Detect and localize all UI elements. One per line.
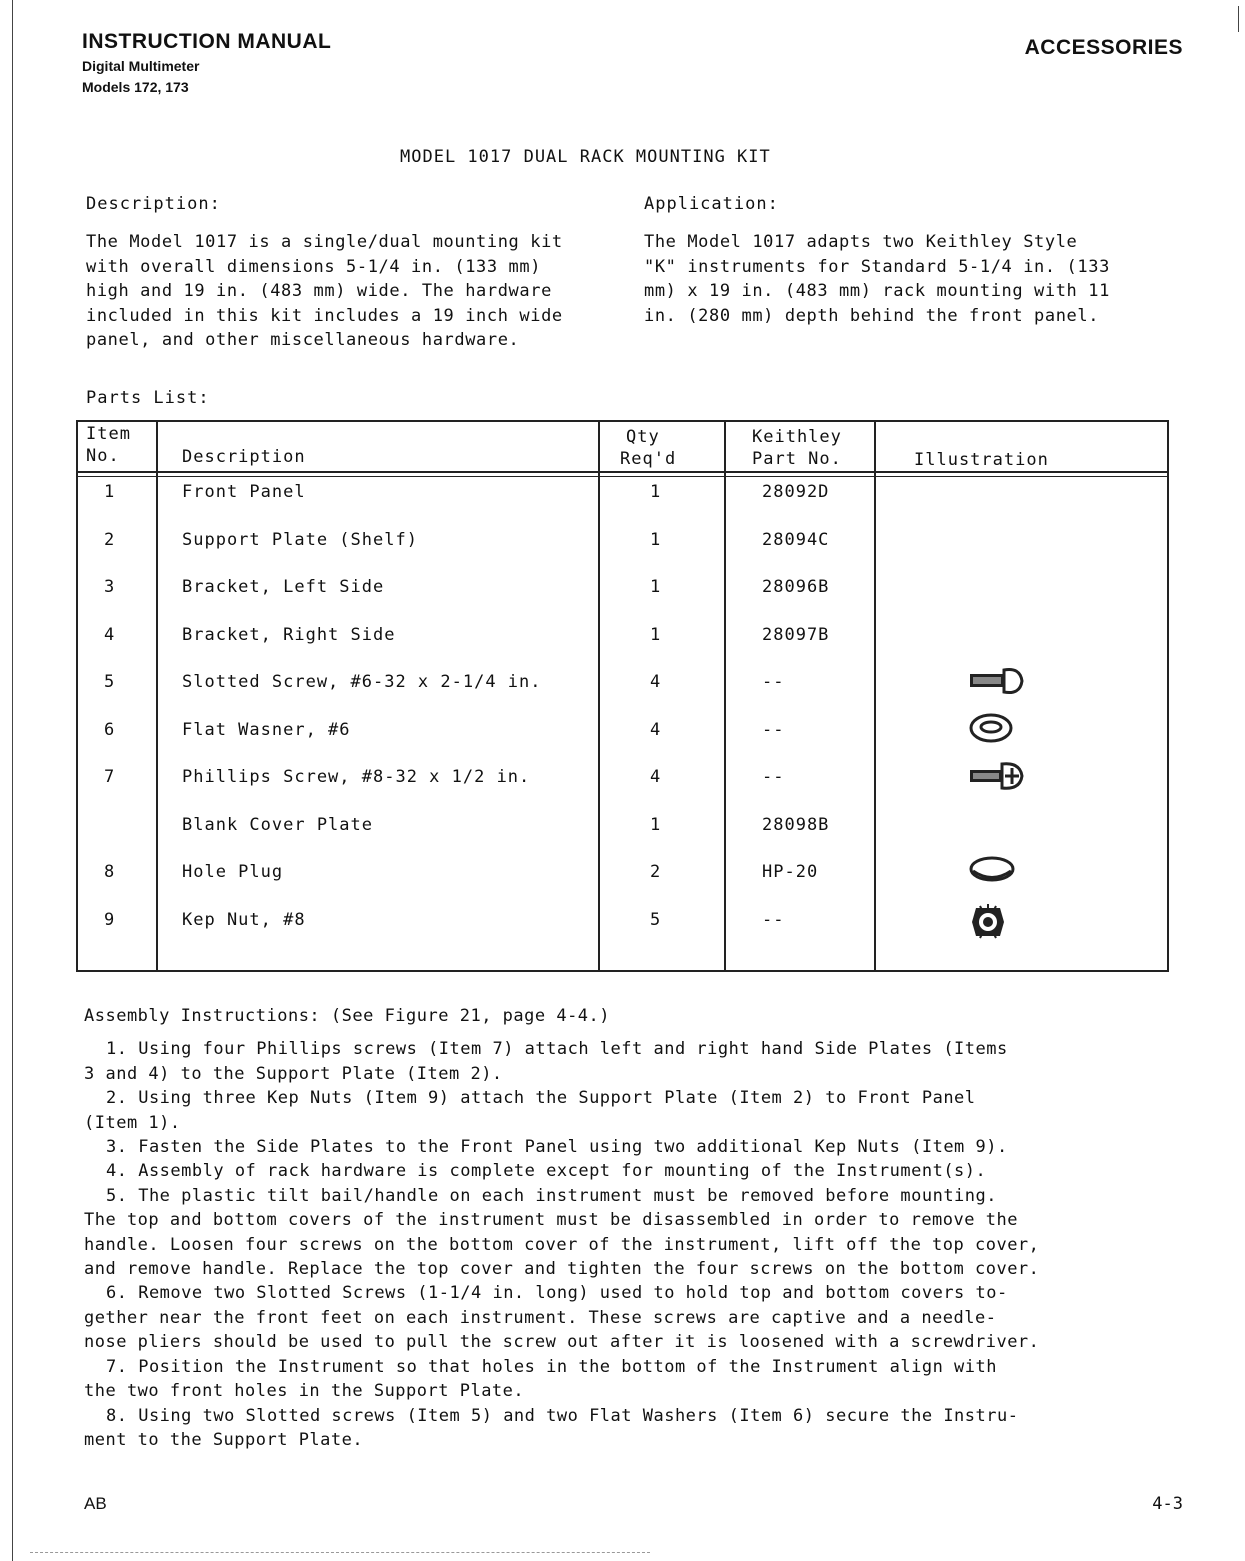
header-qty-line1: Qty <box>626 427 660 447</box>
part-number: -- <box>762 719 785 740</box>
header-part-line2: Part No. <box>752 449 842 469</box>
description-line: panel, and other miscellaneous hardware. <box>86 330 520 350</box>
assembly-line: gether near the front feet on each instrument. These screws are captive and a needle- <box>84 1307 997 1328</box>
slotted-screw-icon <box>968 664 1028 702</box>
header-divider <box>78 476 1167 477</box>
part-description: Blank Cover Plate <box>182 814 373 835</box>
part-qty: 5 <box>650 909 662 930</box>
assembly-line: handle. Loosen four screws on the bottom cover of the instrument, lift off the top cover, <box>84 1234 1040 1255</box>
part-item-no: 4 <box>104 624 116 645</box>
header-divider <box>78 471 1167 473</box>
part-number: 28098B <box>762 814 830 835</box>
flat-washer-icon <box>968 712 1014 748</box>
part-item-no: 2 <box>104 529 116 550</box>
part-number: 28096B <box>762 577 830 597</box>
part-description: Flat Wasner, #6 <box>182 719 351 740</box>
part-description: Support Plate (Shelf) <box>182 529 418 550</box>
kep-nut-icon <box>968 902 1008 946</box>
header-item-line1: Item <box>86 424 131 444</box>
part-qty: 1 <box>650 814 662 835</box>
column-divider <box>598 422 600 970</box>
part-number: 28094C <box>762 529 830 550</box>
assembly-line: nose pliers should be used to pull the screw out after it is loosened with a screwdriver. <box>84 1332 1040 1353</box>
manual-title: INSTRUCTION MANUAL <box>82 30 332 53</box>
part-number: -- <box>762 672 785 692</box>
manual-subtitle: Digital Multimeter <box>82 58 200 74</box>
part-item-no: 5 <box>104 672 116 692</box>
part-description: Phillips Screw, #8-32 x 1/2 in. <box>182 767 531 787</box>
parts-list-heading: Parts List: <box>86 388 210 408</box>
page-number: 4-3 <box>1152 1494 1183 1514</box>
assembly-line: 3 and 4) to the Support Plate (Item 2). <box>84 1063 503 1084</box>
part-item-no: 9 <box>104 909 116 930</box>
header-illustration: Illustration <box>914 450 1049 470</box>
part-item-no: 3 <box>104 577 116 597</box>
part-description: Slotted Screw, #6-32 x 2-1/4 in. <box>182 672 542 692</box>
part-description: Hole Plug <box>182 862 284 882</box>
part-qty: 4 <box>650 672 662 692</box>
manual-models: Models 172, 173 <box>82 79 189 95</box>
assembly-line: ment to the Support Plate. <box>84 1429 364 1450</box>
kit-title: MODEL 1017 DUAL RACK MOUNTING KIT <box>400 147 771 167</box>
assembly-instructions <box>84 1004 1174 1452</box>
parts-table <box>76 420 1169 972</box>
application-line: "K" instruments for Standard 5-1/4 in. (133 <box>644 256 1110 277</box>
part-qty: 1 <box>650 529 662 550</box>
part-item-no: 1 <box>104 482 116 502</box>
application-line: in. (280 mm) depth behind the front panel. <box>644 305 1100 326</box>
phillips-screw-icon <box>968 759 1028 797</box>
assembly-line: (Item 1). <box>84 1112 181 1133</box>
application-line: The Model 1017 adapts two Keithley Style <box>644 232 1078 252</box>
header-description: Description <box>182 447 306 467</box>
column-divider <box>724 422 726 970</box>
part-number: -- <box>762 909 785 930</box>
header-qty-line2: Req'd <box>620 449 677 469</box>
header-item-line2: No. <box>86 446 120 466</box>
assembly-line: 2. Using three Kep Nuts (Item 9) attach the Support Plate (Item 2) to Front Panel <box>106 1088 976 1109</box>
application-line: mm) x 19 in. (483 mm) rack mounting with 11 <box>644 281 1110 301</box>
part-description: Bracket, Left Side <box>182 577 385 597</box>
assembly-heading: Assembly Instructions: (See Figure 21, page 4-4.) <box>84 1006 611 1026</box>
hole-plug-icon <box>968 854 1016 888</box>
assembly-line: 1. Using four Phillips screws (Item 7) attach left and right hand Side Plates (Items <box>106 1039 1008 1060</box>
part-qty: 4 <box>650 767 662 787</box>
part-item-no: 8 <box>104 862 116 882</box>
part-qty: 1 <box>650 577 662 597</box>
assembly-line: the two front holes in the Support Plate. <box>84 1381 525 1402</box>
application-heading: Application: <box>644 194 779 214</box>
column-divider <box>874 422 876 970</box>
part-qty: 2 <box>650 862 662 882</box>
part-description: Bracket, Right Side <box>182 624 396 645</box>
part-item-no: 6 <box>104 719 116 740</box>
page-edge-mark <box>1238 6 1239 32</box>
assembly-line: 6. Remove two Slotted Screws (1-1/4 in. long) used to hold top and bottom covers to- <box>106 1283 1008 1304</box>
section-title: ACCESSORIES <box>1024 36 1183 59</box>
part-qty: 4 <box>650 719 662 740</box>
page-edge <box>12 0 13 1561</box>
part-number: HP-20 <box>762 862 819 882</box>
assembly-line: 8. Using two Slotted screws (Item 5) and two Flat Washers (Item 6) secure the Instru- <box>106 1405 1019 1426</box>
part-description: Kep Nut, #8 <box>182 909 306 930</box>
scan-artifact-line <box>30 1552 650 1553</box>
header-part-line1: Keithley <box>752 427 842 447</box>
description-line: with overall dimensions 5-1/4 in. (133 mm) <box>86 256 542 277</box>
assembly-line: The top and bottom covers of the instrument must be disassembled in order to remove the <box>84 1210 1018 1231</box>
column-divider <box>156 422 158 970</box>
part-item-no: 7 <box>104 767 116 787</box>
assembly-line: and remove handle. Replace the top cover and tighten the four screws on the bottom cover. <box>84 1259 1040 1280</box>
assembly-line: 4. Assembly of rack hardware is complete except for mounting of the Instrument(s). <box>106 1161 987 1182</box>
part-number: 28092D <box>762 482 830 502</box>
footer-revision: AB <box>84 1494 107 1513</box>
part-number: 28097B <box>762 624 830 645</box>
description-line: The Model 1017 is a single/dual mounting kit <box>86 232 563 252</box>
part-qty: 1 <box>650 482 662 502</box>
part-number: -- <box>762 767 785 787</box>
part-description: Front Panel <box>182 482 306 502</box>
description-line: high and 19 in. (483 mm) wide. The hardware <box>86 281 552 301</box>
part-qty: 1 <box>650 624 662 645</box>
description-heading: Description: <box>86 194 221 214</box>
assembly-line: 5. The plastic tilt bail/handle on each instrument must be removed before mounting. <box>106 1185 997 1206</box>
description-body <box>86 230 626 353</box>
description-line: included in this kit includes a 19 inch wide <box>86 305 563 326</box>
application-body <box>644 230 1184 328</box>
assembly-line: 3. Fasten the Side Plates to the Front Panel using two additional Kep Nuts (Item 9). <box>106 1137 1008 1158</box>
assembly-line: 7. Position the Instrument so that holes in the bottom of the Instrument align with <box>106 1356 997 1377</box>
